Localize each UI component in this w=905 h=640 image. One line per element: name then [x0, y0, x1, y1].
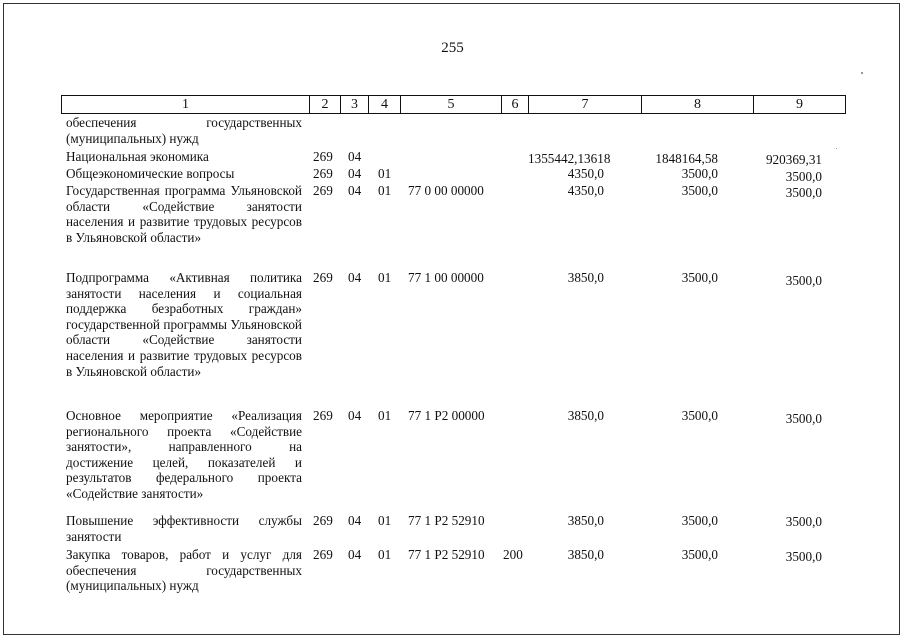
header-cell-6: 6 — [501, 95, 528, 114]
row-code-4: 01 — [378, 547, 392, 562]
header-cell-1: 1 — [61, 95, 309, 114]
row-code-2: 269 — [313, 547, 333, 562]
row-value-8: 3500,0 — [681, 513, 718, 528]
row-description: Закупка товаров, работ и услуг для обеспечения государственных (муниципальных) нужд — [66, 547, 302, 594]
row-code-4: 01 — [378, 183, 392, 198]
row-code-4: 01 — [378, 513, 392, 528]
row-code-4: 01 — [378, 408, 392, 423]
row-code-5: 77 1 P2 52910 — [408, 547, 485, 562]
row-code-3: 04 — [348, 408, 362, 423]
row-value-9: 3500,0 — [785, 273, 822, 288]
row-value-9: 3500,0 — [785, 514, 822, 529]
row-value-8: 3500,0 — [681, 166, 718, 181]
row-code-5: 77 1 00 00000 — [408, 270, 484, 285]
header-cell-8: 8 — [641, 95, 753, 114]
header-cell-2: 2 — [309, 95, 340, 114]
row-code-6: 200 — [503, 547, 523, 562]
header-cell-7: 7 — [528, 95, 641, 114]
row-description: Основное мероприятие «Реализация регионального проекта «Содействие занятости», направленного на достижение целей, показателей и результатов федерального проекта «Содействие занятости» — [66, 408, 302, 501]
row-description: Повышение эффективности службы занятости — [66, 513, 302, 544]
row-description: Национальная экономика — [66, 149, 209, 164]
row-description: Государственная программа Ульяновской области «Содействие занятости населения и развитие трудовых ресурсов в Ульяновской области» — [66, 183, 302, 245]
page-number: 255 — [441, 40, 464, 56]
row-code-3: 04 — [348, 513, 362, 528]
row-code-3: 04 — [348, 183, 362, 198]
row-value-8: 3500,0 — [681, 408, 718, 423]
header-cell-9: 9 — [753, 95, 846, 114]
row-value-9: 3500,0 — [785, 549, 822, 564]
row-value-7: 1355442,13618 — [528, 151, 611, 166]
row-code-4: 01 — [378, 270, 392, 285]
row-code-2: 269 — [313, 183, 333, 198]
row-code-2: 269 — [313, 166, 333, 181]
row-value-8: 1848164,58 — [655, 151, 718, 166]
row-value-8: 3500,0 — [681, 547, 718, 562]
row-code-3: 04 — [348, 166, 362, 181]
row-value-8: 3500,0 — [681, 270, 718, 285]
row-code-2: 269 — [313, 149, 333, 164]
row-value-7: 3850,0 — [567, 513, 604, 528]
row-code-3: 04 — [348, 547, 362, 562]
row-code-3: 04 — [348, 270, 362, 285]
row-description: обеспечения государственных (муниципальных) нужд — [66, 115, 302, 146]
row-value-9: 3500,0 — [785, 411, 822, 426]
row-value-7: 4350,0 — [567, 166, 604, 181]
header-cell-4: 4 — [368, 95, 400, 114]
row-value-7: 3850,0 — [567, 547, 604, 562]
row-code-4: 01 — [378, 166, 392, 181]
row-value-9: 920369,31 — [765, 152, 822, 167]
row-description: Подпрограмма «Активная политика занятости населения и социальная поддержка безработных граждан» государственной программы Ульяновской области «Содействие занятости населения и развитие трудовых ресурсов в Ульяновской области» — [66, 270, 302, 379]
row-value-7: 4350,0 — [567, 183, 604, 198]
row-code-3: 04 — [348, 149, 362, 164]
row-code-2: 269 — [313, 513, 333, 528]
row-value-8: 3500,0 — [681, 183, 718, 198]
row-value-7: 3850,0 — [567, 408, 604, 423]
header-cell-3: 3 — [340, 95, 368, 114]
scan-speck — [861, 72, 863, 74]
scan-speck — [836, 148, 837, 149]
row-code-5: 77 1 P2 00000 — [408, 408, 485, 423]
row-value-9: 3500,0 — [785, 185, 822, 200]
row-value-7: 3850,0 — [567, 270, 604, 285]
row-description: Общеэкономические вопросы — [66, 166, 235, 181]
header-cell-5: 5 — [400, 95, 501, 114]
row-code-2: 269 — [313, 408, 333, 423]
row-value-9: 3500,0 — [785, 169, 822, 184]
row-code-5: 77 1 P2 52910 — [408, 513, 485, 528]
row-code-2: 269 — [313, 270, 333, 285]
row-code-5: 77 0 00 00000 — [408, 183, 484, 198]
